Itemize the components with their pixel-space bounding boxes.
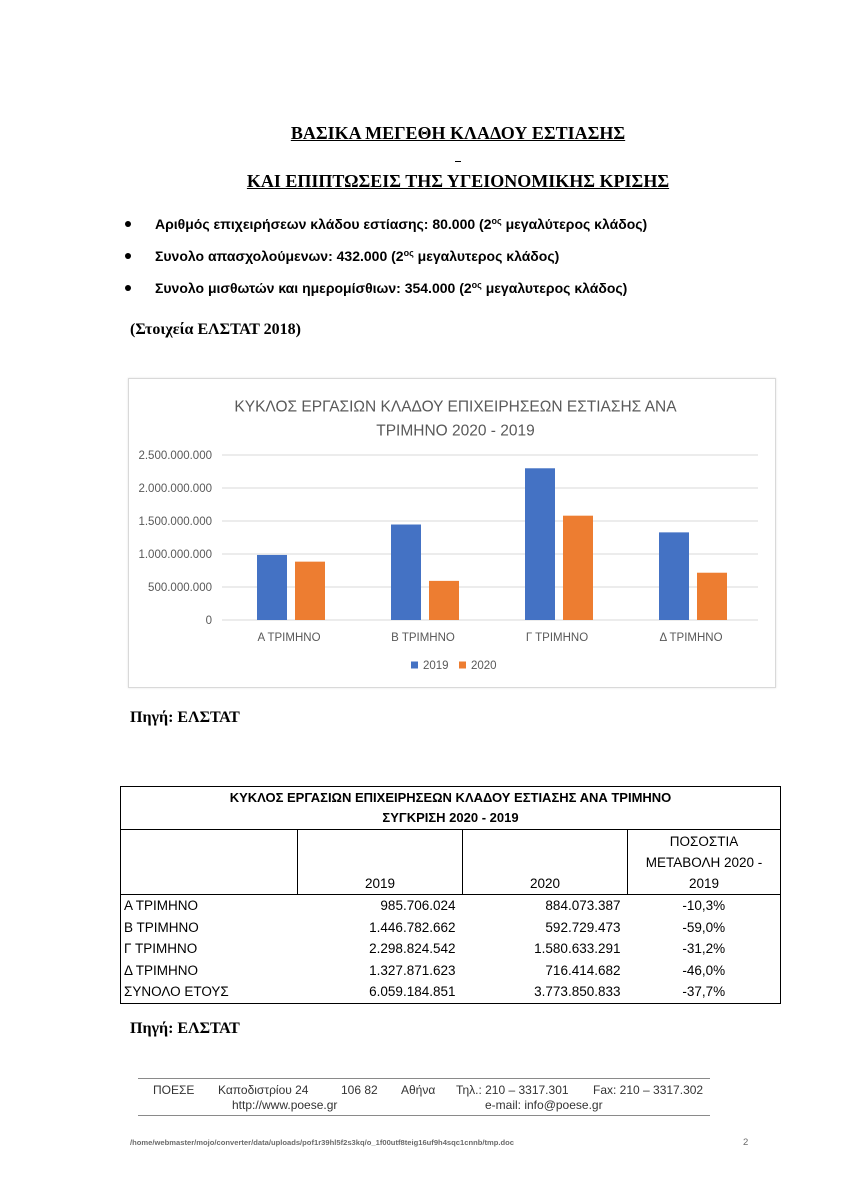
table-total-row	[121, 981, 781, 1003]
y-tick-label: 2.500.000.000	[138, 450, 212, 462]
value-2020: 3.773.850.833	[534, 984, 621, 1000]
x-category-label: Α ΤΡΙΜΗΝΟ	[257, 632, 321, 644]
bar-2020-q3	[563, 516, 593, 620]
chart-bars	[257, 468, 727, 620]
row-label: Δ ΤΡΙΜΗΝΟ	[124, 962, 199, 978]
bullet-superscript: ος	[403, 248, 414, 258]
bullet-text: Συνολο απασχολούμενων: 432.000 (2	[155, 248, 404, 264]
footer-org: ΠΟΕΣΕ	[153, 1083, 195, 1097]
value-2020: 884.073.387	[545, 898, 621, 913]
chart-title-line-2: ΤΡΙΜΗΝΟ 2020 - 2019	[376, 422, 535, 440]
percent-change: -31,2%	[682, 941, 726, 957]
row-label: Α ΤΡΙΜΗΝΟ	[124, 898, 199, 913]
chart-source-note: Πηγή: ΕΛΣΤΑΤ	[130, 709, 240, 726]
percent-change: -10,3%	[682, 898, 726, 913]
header-percent-change-line-1: ΠΟΣΟΣΤΙΑ	[669, 834, 739, 849]
table-row	[121, 895, 781, 917]
chart-legend	[411, 660, 497, 672]
bullet-superscript: ος	[471, 280, 482, 290]
value-2019: 6.059.184.851	[369, 984, 456, 1000]
bullet-text-end: μεγαλύτερος κλάδος)	[501, 216, 648, 232]
table-title-row	[121, 787, 781, 830]
chart-y-axis	[138, 450, 212, 627]
table-title-cell	[121, 787, 781, 830]
value-2019: 985.706.024	[380, 898, 456, 913]
footer-divider-bottom	[138, 1115, 710, 1116]
bullet-superscript: ος	[491, 216, 502, 226]
bar-2020-q1	[295, 562, 325, 620]
table-source-note: Πηγή: ΕΛΣΤΑΤ	[130, 1020, 240, 1037]
chart-x-axis	[257, 632, 722, 644]
bullet-icon	[125, 285, 131, 291]
bar-2019-q3	[525, 468, 555, 620]
percent-change: -46,0%	[682, 962, 726, 978]
footer-email: e-mail: info@poese.gr	[485, 1098, 603, 1112]
bullet-text-end: μεγαλυτερος κλάδος)	[413, 248, 560, 264]
bullet-item-employed	[155, 246, 559, 266]
revenue-comparison-table	[120, 786, 781, 1004]
value-2019: 1.446.782.662	[369, 919, 456, 935]
table-row	[121, 938, 781, 960]
page-title-text-2: ΚΑΙ ΕΠΙΠΤΩΣΕΙΣ ΤΗΣ ΥΓΕΙΟΝΟΜΙΚΗΣ ΚΡΙΣΗΣ	[246, 171, 670, 191]
footer-city: Αθήνα	[401, 1083, 436, 1097]
footer-postcode: 106 82	[341, 1083, 378, 1097]
legend-swatch-2019	[411, 662, 418, 669]
value-2019: 2.298.824.542	[369, 941, 456, 957]
table-title-line-2: ΣΥΓΚΡΙΣΗ 2020 - 2019	[382, 810, 519, 825]
percent-change: -37,7%	[682, 984, 726, 1000]
stats-source-note: (Στοιχεία ΕΛΣΤΑΤ 2018)	[130, 321, 301, 338]
bullet-icon	[125, 221, 131, 227]
bar-2020-q4	[697, 573, 727, 620]
value-2020: 1.580.633.291	[534, 941, 621, 957]
page-title-line-1	[130, 121, 786, 145]
footer-website: http://www.poese.gr	[232, 1098, 338, 1112]
footer-fax: Fax: 210 – 3317.302	[593, 1083, 704, 1097]
footer-divider-top	[138, 1078, 710, 1079]
bullet-text: Αριθμός επιχειρήσεων κλάδου εστίασης: 80.000 (2	[155, 216, 492, 232]
value-2020: 716.414.682	[545, 962, 621, 978]
table-row	[121, 960, 781, 982]
header-2020: 2020	[463, 830, 628, 895]
bullet-item-businesses	[155, 214, 647, 234]
y-tick-label: 1.500.000.000	[138, 516, 212, 528]
y-tick-label: 2.000.000.000	[138, 483, 212, 495]
empty-underlined-line	[455, 161, 461, 162]
bar-2019-q2	[391, 525, 421, 620]
header-percent-change-line-3: 2019	[688, 876, 720, 891]
header-2019: 2019	[298, 830, 463, 895]
header-empty-cell	[121, 830, 298, 895]
percent-change: -59,0%	[682, 919, 726, 935]
page-title-line-2	[130, 169, 786, 193]
bar-chart	[128, 378, 776, 688]
table-title-line-1: ΚΥΚΛΟΣ ΕΡΓΑΣΙΩΝ ΕΠΙΧΕΙΡΗΣΕΩΝ ΚΛΑΔΟΥ ΕΣΤΙΑΣΗΣ ΑΝΑ ΤΡΙΜΗΝΟ	[229, 790, 672, 805]
y-tick-label: 0	[205, 615, 212, 627]
legend-label-2020: 2020	[471, 660, 497, 672]
x-category-label: Δ ΤΡΙΜΗΝΟ	[659, 632, 723, 644]
page-number: 2	[743, 1137, 749, 1148]
bar-chart-svg	[129, 379, 775, 687]
x-category-label: Γ ΤΡΙΜΗΝΟ	[525, 632, 589, 644]
bullet-icon	[125, 253, 131, 259]
y-tick-label: 500.000.000	[148, 582, 212, 594]
x-category-label: Β ΤΡΙΜΗΝΟ	[391, 632, 455, 644]
table-row	[121, 917, 781, 939]
file-path: /home/webmaster/mojo/converter/data/uploads/pof1r39hl5f2s3kq/o_1f00utf8teig16uf9h4sqc1cnnb/tmp.doc	[130, 1138, 515, 1147]
legend-swatch-2020	[459, 662, 466, 669]
row-label: ΣΥΝΟΛΟ ΕΤΟΥΣ	[124, 984, 229, 1000]
header-percent-change-line-2: ΜΕΤΑΒΟΛΗ 2020 -	[645, 855, 763, 870]
value-2020: 592.729.473	[545, 919, 621, 935]
bullet-text-end: μεγαλυτερος κλάδος)	[481, 280, 628, 296]
footer-address: Καποδιστρίου 24	[218, 1083, 309, 1097]
bar-2019-q4	[659, 532, 689, 620]
header-percent-change	[628, 830, 781, 895]
bullet-item-salaried	[155, 278, 627, 298]
page-title-text-1: ΒΑΣΙΚΑ ΜΕΓΕΘΗ ΚΛΑΔΟΥ ΕΣΤΙΑΣΗΣ	[290, 123, 626, 143]
bullet-text: Συνολο μισθωτών και ημερομίσθιων: 354.000 (2	[155, 280, 472, 296]
footer-phone: Τηλ.: 210 – 3317.301	[456, 1083, 569, 1097]
bar-2020-q2	[429, 581, 459, 620]
chart-title-line-1: ΚΥΚΛΟΣ ΕΡΓΑΣΙΩΝ ΚΛΑΔΟΥ ΕΠΙΧΕΙΡΗΣΕΩΝ ΕΣΤΙΑΣΗΣ ΑΝΑ	[234, 398, 677, 416]
table-header-row	[121, 830, 781, 895]
bar-2019-q1	[257, 555, 287, 620]
value-2019: 1.327.871.623	[369, 962, 456, 978]
row-label: Β ΤΡΙΜΗΝΟ	[124, 919, 199, 935]
row-label: Γ ΤΡΙΜΗΝΟ	[124, 941, 198, 957]
y-tick-label: 1.000.000.000	[138, 549, 212, 561]
legend-label-2019: 2019	[423, 660, 449, 672]
